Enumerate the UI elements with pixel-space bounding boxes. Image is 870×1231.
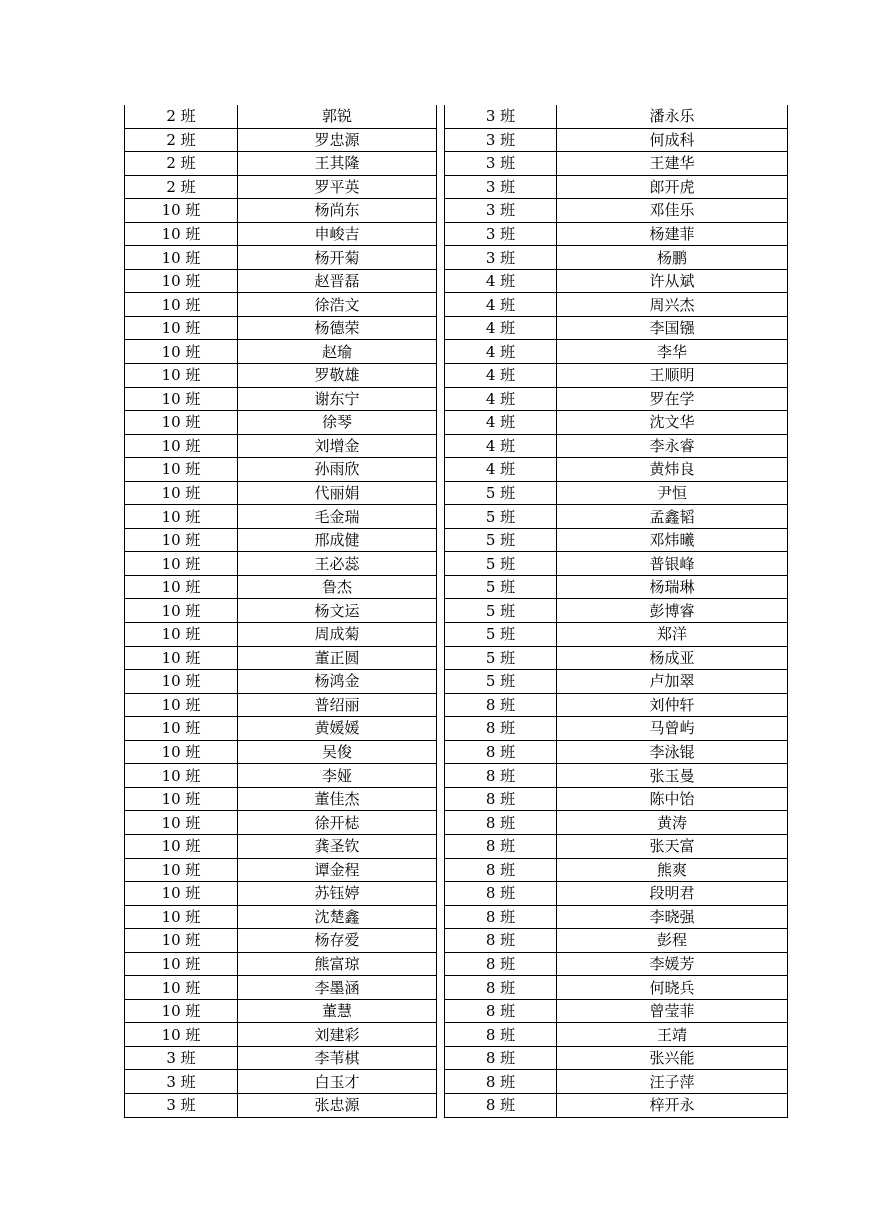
- student-name-cell: 许从斌: [557, 269, 788, 293]
- table-row: [125, 505, 437, 529]
- class-cell: 3 班: [445, 175, 557, 199]
- class-cell: 2 班: [125, 105, 238, 128]
- student-name-cell: 杨文运: [238, 599, 437, 623]
- class-cell: 8 班: [445, 787, 557, 811]
- student-name-cell: 王其隆: [238, 152, 437, 176]
- table-row: [125, 528, 437, 552]
- class-cell: 10 班: [125, 929, 238, 953]
- class-cell: 10 班: [125, 246, 238, 270]
- table-row: [125, 293, 437, 317]
- student-name-cell: 李永睿: [557, 434, 788, 458]
- student-name-cell: 李泳锟: [557, 740, 788, 764]
- student-name-cell: 李媛芳: [557, 952, 788, 976]
- class-cell: 10 班: [125, 528, 238, 552]
- class-cell: 10 班: [125, 646, 238, 670]
- student-name-cell: 陈中饴: [557, 787, 788, 811]
- table-row: [445, 552, 788, 576]
- class-cell: 10 班: [125, 717, 238, 741]
- student-name-cell: 周兴杰: [557, 293, 788, 317]
- student-name-cell: 王顺明: [557, 364, 788, 388]
- table-row: [125, 481, 437, 505]
- student-name-cell: 梓开永: [557, 1093, 788, 1117]
- table-row: [445, 623, 788, 647]
- table-row: [125, 387, 437, 411]
- table-row: [125, 175, 437, 199]
- class-cell: 10 班: [125, 199, 238, 223]
- class-cell: 8 班: [445, 834, 557, 858]
- class-cell: 5 班: [445, 623, 557, 647]
- table-row: [445, 152, 788, 176]
- table-row: [125, 905, 437, 929]
- student-name-cell: 邓炜曦: [557, 528, 788, 552]
- class-cell: 5 班: [445, 505, 557, 529]
- table-row: [445, 717, 788, 741]
- student-name-cell: 卢加翠: [557, 670, 788, 694]
- class-cell: 3 班: [125, 1046, 238, 1070]
- class-cell: 5 班: [445, 481, 557, 505]
- class-cell: 10 班: [125, 787, 238, 811]
- student-name-cell: 熊爽: [557, 858, 788, 882]
- class-cell: 4 班: [445, 364, 557, 388]
- student-name-cell: 刘仲轩: [557, 693, 788, 717]
- student-name-cell: 李华: [557, 340, 788, 364]
- student-name-cell: 杨德荣: [238, 316, 437, 340]
- table-row: [125, 599, 437, 623]
- table-row: [445, 976, 788, 1000]
- student-name-cell: 杨尚东: [238, 199, 437, 223]
- student-name-cell: 段明君: [557, 882, 788, 906]
- table-row: [445, 858, 788, 882]
- student-name-cell: 李娅: [238, 764, 437, 788]
- table-row: [125, 1023, 437, 1047]
- table-row: [445, 882, 788, 906]
- student-name-cell: 郑洋: [557, 623, 788, 647]
- class-cell: 10 班: [125, 411, 238, 435]
- table-row: [125, 246, 437, 270]
- class-cell: 5 班: [445, 646, 557, 670]
- table-row: [445, 1070, 788, 1094]
- table-row: [125, 105, 437, 128]
- table-row: [125, 340, 437, 364]
- class-cell: 10 班: [125, 764, 238, 788]
- student-name-cell: 张忠源: [238, 1093, 437, 1117]
- class-cell: 3 班: [445, 128, 557, 152]
- table-row: [445, 411, 788, 435]
- table-row: [125, 434, 437, 458]
- class-cell: 8 班: [445, 976, 557, 1000]
- class-cell: 10 班: [125, 834, 238, 858]
- class-cell: 8 班: [445, 858, 557, 882]
- table-row: [125, 269, 437, 293]
- class-cell: 3 班: [445, 246, 557, 270]
- student-name-cell: 毛金瑞: [238, 505, 437, 529]
- class-cell: 4 班: [445, 458, 557, 482]
- class-cell: 8 班: [445, 999, 557, 1023]
- class-cell: 8 班: [445, 929, 557, 953]
- class-cell: 10 班: [125, 811, 238, 835]
- student-name-cell: 周成菊: [238, 623, 437, 647]
- table-row: [125, 693, 437, 717]
- student-name-cell: 普银峰: [557, 552, 788, 576]
- table-row: [125, 999, 437, 1023]
- class-cell: 10 班: [125, 340, 238, 364]
- student-name-cell: 刘建彩: [238, 1023, 437, 1047]
- left-table-body: [125, 105, 437, 1117]
- table-row: [125, 623, 437, 647]
- table-row: [125, 1093, 437, 1117]
- student-name-cell: 邓佳乐: [557, 199, 788, 223]
- student-name-cell: 杨建菲: [557, 222, 788, 246]
- student-name-cell: 张兴能: [557, 1046, 788, 1070]
- class-cell: 10 班: [125, 740, 238, 764]
- student-name-cell: 苏钰婷: [238, 882, 437, 906]
- table-row: [445, 269, 788, 293]
- student-name-cell: 赵晋磊: [238, 269, 437, 293]
- class-cell: 10 班: [125, 222, 238, 246]
- student-name-cell: 董佳杰: [238, 787, 437, 811]
- student-name-cell: 白玉才: [238, 1070, 437, 1094]
- class-cell: 10 班: [125, 623, 238, 647]
- student-name-cell: 鲁杰: [238, 575, 437, 599]
- class-cell: 3 班: [125, 1070, 238, 1094]
- table-row: [125, 834, 437, 858]
- class-cell: 10 班: [125, 316, 238, 340]
- table-row: [445, 811, 788, 835]
- table-row: [125, 128, 437, 152]
- table-row: [445, 128, 788, 152]
- student-name-cell: 张玉曼: [557, 764, 788, 788]
- table-row: [125, 952, 437, 976]
- student-name-cell: 谭金程: [238, 858, 437, 882]
- table-row: [445, 316, 788, 340]
- table-row: [445, 293, 788, 317]
- student-name-cell: 董正圆: [238, 646, 437, 670]
- student-name-cell: 彭程: [557, 929, 788, 953]
- class-cell: 10 班: [125, 882, 238, 906]
- student-name-cell: 尹恒: [557, 481, 788, 505]
- class-cell: 5 班: [445, 528, 557, 552]
- class-cell: 4 班: [445, 316, 557, 340]
- student-name-cell: 邢成健: [238, 528, 437, 552]
- table-row: [445, 199, 788, 223]
- student-name-cell: 王必蕊: [238, 552, 437, 576]
- table-row: [445, 505, 788, 529]
- student-name-cell: 杨鹏: [557, 246, 788, 270]
- table-row: [445, 340, 788, 364]
- student-name-cell: 罗平英: [238, 175, 437, 199]
- table-row: [125, 929, 437, 953]
- class-cell: 10 班: [125, 458, 238, 482]
- class-cell: 5 班: [445, 670, 557, 694]
- table-row: [445, 481, 788, 505]
- student-name-cell: 黄媛媛: [238, 717, 437, 741]
- class-cell: 8 班: [445, 811, 557, 835]
- table-row: [445, 175, 788, 199]
- student-name-cell: 曾莹菲: [557, 999, 788, 1023]
- table-row: [125, 411, 437, 435]
- student-name-cell: 刘增金: [238, 434, 437, 458]
- table-row: [125, 787, 437, 811]
- table-row: [445, 952, 788, 976]
- class-cell: 10 班: [125, 575, 238, 599]
- table-row: [125, 1070, 437, 1094]
- student-name-cell: 代丽娟: [238, 481, 437, 505]
- student-name-cell: 谢东宁: [238, 387, 437, 411]
- class-cell: 10 班: [125, 905, 238, 929]
- table-row: [125, 976, 437, 1000]
- table-row: [125, 811, 437, 835]
- class-cell: 10 班: [125, 1023, 238, 1047]
- class-cell: 3 班: [445, 222, 557, 246]
- class-cell: 2 班: [125, 152, 238, 176]
- table-row: [445, 740, 788, 764]
- class-cell: 8 班: [445, 1046, 557, 1070]
- class-cell: 10 班: [125, 269, 238, 293]
- class-cell: 3 班: [445, 152, 557, 176]
- class-cell: 4 班: [445, 411, 557, 435]
- class-cell: 4 班: [445, 434, 557, 458]
- class-cell: 8 班: [445, 717, 557, 741]
- table-row: [125, 316, 437, 340]
- class-cell: 10 班: [125, 434, 238, 458]
- table-row: [445, 905, 788, 929]
- class-cell: 8 班: [445, 882, 557, 906]
- table-row: [125, 646, 437, 670]
- table-row: [125, 670, 437, 694]
- student-name-cell: 彭博睿: [557, 599, 788, 623]
- class-cell: 10 班: [125, 976, 238, 1000]
- student-name-cell: 张天富: [557, 834, 788, 858]
- class-cell: 10 班: [125, 670, 238, 694]
- class-cell: 4 班: [445, 293, 557, 317]
- class-cell: 10 班: [125, 552, 238, 576]
- table-row: [445, 670, 788, 694]
- student-name-cell: 李苇棋: [238, 1046, 437, 1070]
- table-row: [445, 999, 788, 1023]
- student-name-cell: 杨鸿金: [238, 670, 437, 694]
- table-row: [125, 552, 437, 576]
- student-name-cell: 杨瑞琳: [557, 575, 788, 599]
- student-name-cell: 孙雨欣: [238, 458, 437, 482]
- table-row: [445, 105, 788, 128]
- table-row: [125, 882, 437, 906]
- student-name-cell: 罗敬雄: [238, 364, 437, 388]
- student-name-cell: 普绍丽: [238, 693, 437, 717]
- class-cell: 2 班: [125, 175, 238, 199]
- table-row: [445, 222, 788, 246]
- class-cell: 10 班: [125, 952, 238, 976]
- class-cell: 3 班: [125, 1093, 238, 1117]
- table-row: [445, 929, 788, 953]
- student-name-cell: 龚圣钦: [238, 834, 437, 858]
- class-cell: 10 班: [125, 364, 238, 388]
- class-cell: 2 班: [125, 128, 238, 152]
- student-name-cell: 汪子萍: [557, 1070, 788, 1094]
- class-cell: 10 班: [125, 693, 238, 717]
- table-row: [125, 740, 437, 764]
- student-name-cell: 罗在学: [557, 387, 788, 411]
- student-name-cell: 郭锐: [238, 105, 437, 128]
- class-cell: 4 班: [445, 387, 557, 411]
- class-cell: 10 班: [125, 599, 238, 623]
- student-name-cell: 黄炜良: [557, 458, 788, 482]
- class-cell: 3 班: [445, 105, 557, 128]
- class-cell: 8 班: [445, 693, 557, 717]
- class-cell: 10 班: [125, 999, 238, 1023]
- class-cell: 3 班: [445, 199, 557, 223]
- table-row: [445, 575, 788, 599]
- student-name-cell: 何晓兵: [557, 976, 788, 1000]
- class-cell: 8 班: [445, 905, 557, 929]
- student-name-cell: 吴俊: [238, 740, 437, 764]
- class-cell: 8 班: [445, 1023, 557, 1047]
- student-name-cell: 王靖: [557, 1023, 788, 1047]
- student-name-cell: 徐琴: [238, 411, 437, 435]
- class-cell: 4 班: [445, 269, 557, 293]
- table-row: [125, 199, 437, 223]
- student-name-cell: 李晓强: [557, 905, 788, 929]
- student-name-cell: 徐浩文: [238, 293, 437, 317]
- student-name-cell: 李墨涵: [238, 976, 437, 1000]
- table-row: [125, 222, 437, 246]
- student-name-cell: 申峻吉: [238, 222, 437, 246]
- student-name-cell: 郎开虎: [557, 175, 788, 199]
- class-cell: 4 班: [445, 340, 557, 364]
- class-cell: 10 班: [125, 387, 238, 411]
- table-row: [445, 528, 788, 552]
- class-cell: 8 班: [445, 740, 557, 764]
- student-name-cell: 黄涛: [557, 811, 788, 835]
- table-row: [445, 246, 788, 270]
- right-table-body: [445, 105, 788, 1117]
- table-row: [125, 364, 437, 388]
- table-row: [445, 834, 788, 858]
- class-cell: 5 班: [445, 599, 557, 623]
- table-row: [445, 387, 788, 411]
- table-row: [125, 152, 437, 176]
- class-cell: 8 班: [445, 1093, 557, 1117]
- student-name-cell: 董慧: [238, 999, 437, 1023]
- student-name-cell: 王建华: [557, 152, 788, 176]
- table-row: [445, 787, 788, 811]
- class-cell: 8 班: [445, 1070, 557, 1094]
- student-name-cell: 徐开梽: [238, 811, 437, 835]
- class-cell: 10 班: [125, 858, 238, 882]
- table-row: [445, 458, 788, 482]
- student-name-cell: 杨存爱: [238, 929, 437, 953]
- table-row: [445, 1093, 788, 1117]
- student-name-cell: 孟鑫韬: [557, 505, 788, 529]
- student-name-cell: 赵瑜: [238, 340, 437, 364]
- table-row: [445, 434, 788, 458]
- table-row: [125, 717, 437, 741]
- table-row: [445, 693, 788, 717]
- student-name-cell: 沈文华: [557, 411, 788, 435]
- student-name-cell: 杨成亚: [557, 646, 788, 670]
- class-cell: 10 班: [125, 293, 238, 317]
- left-roster-table: [124, 105, 437, 1118]
- class-cell: 10 班: [125, 505, 238, 529]
- table-row: [125, 1046, 437, 1070]
- class-cell: 5 班: [445, 575, 557, 599]
- table-row: [445, 646, 788, 670]
- table-row: [125, 575, 437, 599]
- table-row: [125, 764, 437, 788]
- student-name-cell: 潘永乐: [557, 105, 788, 128]
- class-cell: 8 班: [445, 952, 557, 976]
- student-name-cell: 沈楚鑫: [238, 905, 437, 929]
- class-cell: 5 班: [445, 552, 557, 576]
- table-row: [445, 1023, 788, 1047]
- student-name-cell: 何成科: [557, 128, 788, 152]
- student-name-cell: 杨开菊: [238, 246, 437, 270]
- right-roster-table: [444, 105, 788, 1118]
- class-cell: 8 班: [445, 764, 557, 788]
- student-name-cell: 马曾屿: [557, 717, 788, 741]
- class-cell: 10 班: [125, 481, 238, 505]
- student-name-cell: 熊富琼: [238, 952, 437, 976]
- table-row: [125, 458, 437, 482]
- table-row: [445, 364, 788, 388]
- table-row: [445, 1046, 788, 1070]
- table-row: [445, 599, 788, 623]
- table-row: [125, 858, 437, 882]
- student-name-cell: 李国镪: [557, 316, 788, 340]
- table-row: [445, 764, 788, 788]
- student-name-cell: 罗忠源: [238, 128, 437, 152]
